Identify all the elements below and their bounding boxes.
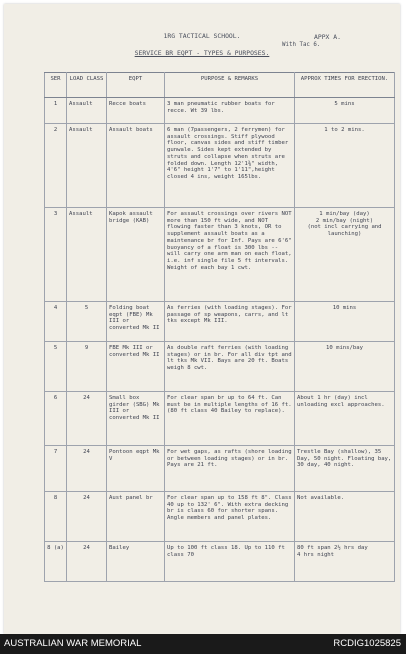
times-cell: Trestle Bay (shallow), 35 Day, 50 night. Floating bay, 30 day, 40 night. xyxy=(295,446,395,492)
eqpt-cell: Pontoon eqpt Mk V xyxy=(107,446,165,492)
times-cell: Not available. xyxy=(295,492,395,542)
ser-cell: 2 xyxy=(45,124,67,208)
table-row xyxy=(45,124,395,208)
archive-name: AUSTRALIAN WAR MEMORIAL xyxy=(4,638,142,649)
eqpt-cell: FBE Mk III or converted Mk II xyxy=(107,342,165,392)
ser-cell: 5 xyxy=(45,342,67,392)
eqpt-cell: Small box girder (SBG) Mk III or converted Mk II xyxy=(107,392,165,446)
eqpt-cell: Folding boat eqpt (FBE) Mk III or converted Mk II xyxy=(107,302,165,342)
times-cell: 10 mins/bay xyxy=(295,342,395,392)
purpose-cell: For wet gaps, as rafts (shore loading or between loading stages) or in br. Pays are 21 ft. xyxy=(165,446,295,492)
table-row xyxy=(45,208,395,302)
purpose-cell: 6 man (7passengers, 2 ferrymen) for assault crossings. Stiff plywood floor, canvas sides and stiff timber gunwale. Sides kept extended by struts and collapse when struts are folded down. Length 12'1⅜" width, 4'6" height 1'7" to 1'11",height closed 4 ins, weight 165lbs. xyxy=(165,124,295,208)
col-header-ser: SER xyxy=(45,73,67,98)
purpose-cell: Up to 100 ft class 18. Up to 110 ft class 70 xyxy=(165,542,295,582)
school-heading: 1RG TACTICAL SCHOOL. xyxy=(163,32,241,40)
load-class-cell: 24 xyxy=(67,446,107,492)
archive-id: RCDIG1025825 xyxy=(333,638,401,649)
times-cell: 1 min/bay (day) 2 min/bay (night) (not incl carrying and launching) xyxy=(307,211,382,238)
times-cell: 80 ft span 2½ hrs day 4 hrs night xyxy=(297,545,368,558)
with-tac-label: With Tac 6. xyxy=(282,42,321,48)
purpose-cell: For clear span br up to 64 ft. Can must be in multiple lengths of 16 ft. (80 ft class 40 Bailey to replace). xyxy=(165,392,295,446)
eqpt-cell: Kapok assault bridge (KAB) xyxy=(107,208,165,302)
purpose-cell: For clear span up to 158 ft 8". Class 40 up to 132' 6". With extra decking br is class 60 for shorter spans. Angle members and panel plates. xyxy=(165,492,295,542)
purpose-cell: 3 man pneumatic rubber boats for recce. Wt 39 lbs. xyxy=(165,98,295,124)
ser-cell: 4 xyxy=(45,302,67,342)
load-class-cell: 5 xyxy=(67,302,107,342)
ser-cell: 7 xyxy=(45,446,67,492)
eqpt-cell: Aust panel br xyxy=(107,492,165,542)
col-header-eqpt: EQPT xyxy=(107,73,165,98)
eqpt-cell: Recce boats xyxy=(107,98,165,124)
ser-cell: 1 xyxy=(45,98,67,124)
table-row xyxy=(45,302,395,342)
equipment-table xyxy=(44,72,395,582)
purpose-cell: As ferries (with loading stages). For passage of sp weapons, carrs, and lt tks except Mk III. xyxy=(165,302,295,342)
table-row xyxy=(45,446,395,492)
load-class-cell: Assault xyxy=(67,208,107,302)
times-cell: 10 mins xyxy=(295,302,395,342)
times-cell: 1 to 2 mins. xyxy=(295,124,395,208)
table-row xyxy=(45,392,395,446)
col-header-load-class: LOAD CLASS xyxy=(67,73,107,98)
archive-footer xyxy=(0,634,406,654)
table-row xyxy=(45,492,395,542)
table-row xyxy=(45,342,395,392)
appendix-label: APPX A. xyxy=(314,33,341,41)
load-class-cell: Assault xyxy=(67,124,107,208)
table-row xyxy=(45,542,395,582)
ser-cell: 8 xyxy=(45,492,67,542)
load-class-cell: 24 xyxy=(67,392,107,446)
ser-cell: 8 (a) xyxy=(45,542,67,582)
load-class-cell: 24 xyxy=(67,542,107,582)
col-header-times: APPROX TIMES FOR ERECTION. xyxy=(295,73,395,98)
times-cell: 5 mins xyxy=(295,98,395,124)
document-page xyxy=(4,4,400,634)
load-class-cell: 24 xyxy=(67,492,107,542)
table-row xyxy=(45,98,395,124)
purpose-cell: As double raft ferries (with loading stages) or in br. For all div tpt and lt tks Mk VII. Bays are 20 ft. Boats weigh 8 cwt. xyxy=(165,342,295,392)
purpose-cell: For assault crossings over rivers NOT more than 150 ft wide, and NOT flowing faster than 3 knots, OR to supplement assault boats as a maintenance br for Inf. Pays are 6'6" buoyancy of a float is 300 lbs -- will carry one arm man on each float, i.e. inf single file 5 ft intervals. Weight of each bay 1 cwt. xyxy=(165,208,295,302)
times-cell: About 1 hr (day) incl unloading excl approaches. xyxy=(295,392,395,446)
table-header-row xyxy=(45,73,395,98)
eqpt-cell: Bailey xyxy=(107,542,165,582)
eqpt-cell: Assault boats xyxy=(107,124,165,208)
document-title: SERVICE BR EQPT - TYPES & PURPOSES. xyxy=(134,49,270,57)
col-header-purpose: PURPOSE & REMARKS xyxy=(165,73,295,98)
load-class-cell: 9 xyxy=(67,342,107,392)
load-class-cell: Assault xyxy=(67,98,107,124)
ser-cell: 6 xyxy=(45,392,67,446)
ser-cell: 3 xyxy=(45,208,67,302)
